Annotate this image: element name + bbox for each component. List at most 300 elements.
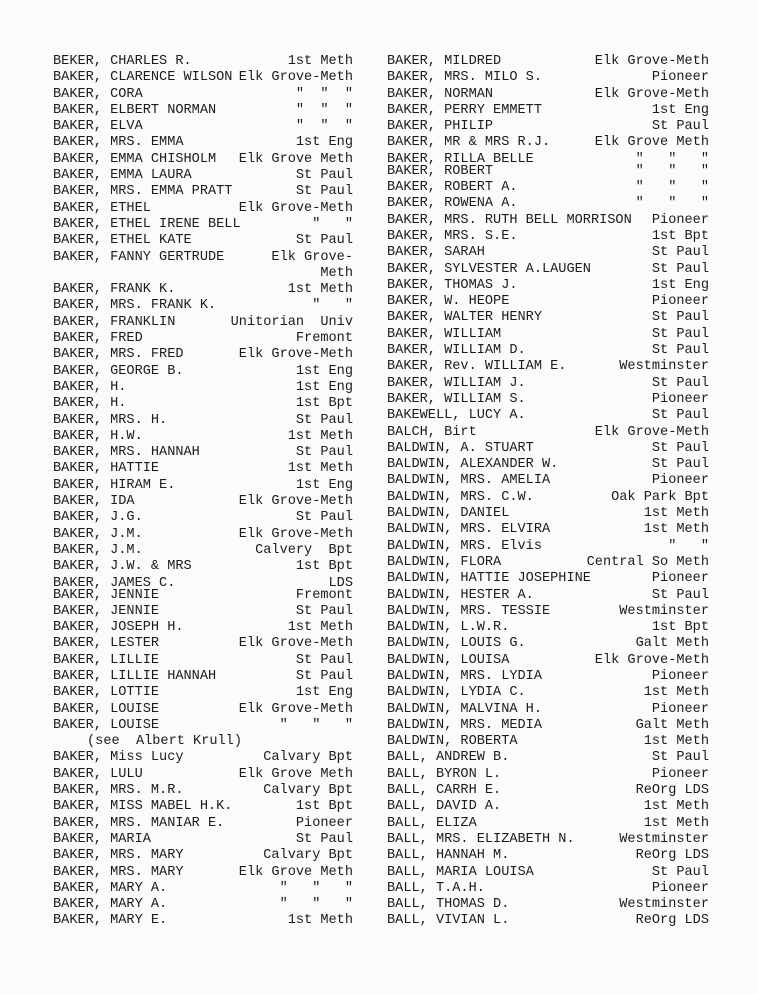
church-name: Fremont <box>295 587 353 603</box>
church-name: 1st Eng <box>295 477 353 493</box>
left-entry <box>53 832 353 848</box>
church-name: Elk Grove-Meth <box>238 70 353 86</box>
person-name: BALDWIN, MRS. TESSIE <box>387 603 551 619</box>
right-entry <box>387 636 709 652</box>
right-entry <box>387 180 709 196</box>
left-entry <box>53 897 353 913</box>
person-name: BAKER, H. <box>53 379 127 395</box>
right-entry <box>387 620 709 636</box>
person-name: BALL, T.A.H. <box>387 880 485 896</box>
left-entry <box>53 429 353 445</box>
right-entry <box>387 734 709 750</box>
person-name: BAKER, MRS. MARY <box>53 848 184 864</box>
left-entry <box>53 233 353 249</box>
church-name: LDS <box>328 575 353 591</box>
person-name: BAKER, MISS MABEL H.K. <box>53 799 233 815</box>
person-name: BAKER, H.W. <box>53 428 143 444</box>
church-name: St Paul <box>651 245 709 261</box>
person-name: BAKER, LOUISE <box>53 701 160 717</box>
person-name: BAKEWELL, LUCY A. <box>387 408 526 424</box>
church-name: Pioneer <box>651 212 709 228</box>
church-name: " " " <box>295 86 353 102</box>
right-entry <box>387 669 709 685</box>
church-name: Calvary Bpt <box>263 750 353 766</box>
church-name: Elk Grove Meth <box>238 864 353 880</box>
person-name: BALDWIN, MRS. C.W. <box>387 489 534 505</box>
person-name: BAKER, MRS. HANNAH <box>53 445 200 461</box>
person-name: BALL, BYRON L. <box>387 766 502 782</box>
person-name: BAKER, WALTER HENRY <box>387 310 542 326</box>
person-name: BAKER, FRANK K. <box>53 282 176 298</box>
left-entry <box>53 413 353 429</box>
church-name: " " " <box>635 163 709 179</box>
church-name: Elk Grove-Meth <box>238 526 353 542</box>
person-name: BALL, CARRH E. <box>387 783 502 799</box>
left-entry <box>53 168 353 184</box>
right-column <box>387 54 709 930</box>
person-name: BAKER, J.M. <box>53 526 143 542</box>
church-name: 1st Bpt <box>651 620 709 636</box>
left-entry <box>53 54 353 70</box>
right-entry <box>387 913 709 929</box>
church-name: 1st Bpt <box>295 396 353 412</box>
right-entry <box>387 392 709 408</box>
left-entry <box>53 217 353 233</box>
person-name: BAKER, LILLIE HANNAH <box>53 668 217 684</box>
right-entry <box>387 832 709 848</box>
church-name: St Paul <box>295 831 353 847</box>
person-name: BAKER, FRANKLIN <box>53 314 176 330</box>
right-entry <box>387 441 709 457</box>
person-name: BALDWIN, LOUIS G. <box>387 636 526 652</box>
person-name: BAKER, CLARENCE WILSON <box>53 70 233 86</box>
person-name: BAKER, SYLVESTER A.LAUGEN <box>387 261 591 277</box>
church-name: 1st Meth <box>287 913 353 929</box>
person-name: BALDWIN, MRS. Elvis <box>387 538 542 554</box>
church-name: Elk Grove-Meth <box>238 636 353 652</box>
person-name: BAKER, WILLIAM <box>387 326 502 342</box>
church-name: St Paul <box>295 445 353 461</box>
church-name: " " " <box>279 897 353 913</box>
person-name: BAKER, ROBERT <box>387 163 494 179</box>
person-name: BALDWIN, L.W.R. <box>387 620 510 636</box>
right-entry <box>387 343 709 359</box>
left-entry <box>53 494 353 510</box>
church-name: 1st Bpt <box>295 799 353 815</box>
church-name: Fremont <box>295 331 353 347</box>
church-name: " " " <box>279 717 353 733</box>
right-entry <box>387 196 709 212</box>
person-name: BAKER, MRS. H. <box>53 412 168 428</box>
person-name: BAKER, MRS. FRED <box>53 347 184 363</box>
church-name: 1st Meth <box>287 461 353 477</box>
right-entry <box>387 685 709 701</box>
person-name: BALDWIN, MALVINA H. <box>387 701 542 717</box>
church-name: Elk Grove-Meth <box>594 54 709 69</box>
person-name: BAKER, ROWENA A. <box>387 196 518 212</box>
church-name: St Paul <box>295 510 353 526</box>
church-name: Elk Grove-Meth <box>594 652 709 668</box>
church-name: Elk Grove-Meth <box>238 200 353 216</box>
church-name: St Paul <box>651 343 709 359</box>
person-name: BAKER, JAMES C. <box>53 575 176 591</box>
person-name: BAKER, MARY A. <box>53 897 168 913</box>
person-name: BAKER, HATTIE <box>53 461 160 477</box>
left-entry <box>53 201 353 217</box>
cross-reference-note: (see Albert Krull) <box>87 734 242 750</box>
church-name: Calvary Bpt <box>263 783 353 799</box>
person-name: BAKER, J.G. <box>53 510 143 526</box>
church-name: 1st Eng <box>651 277 709 293</box>
church-name: St Paul <box>651 864 709 880</box>
left-entry <box>53 445 353 461</box>
person-name: BAKER, ETHEL KATE <box>53 233 192 249</box>
person-name: BAKER, MRS. MANIAR E. <box>53 815 225 831</box>
person-name: BAKER, JENNIE <box>53 587 160 603</box>
right-entry <box>387 70 709 86</box>
left-entry <box>53 250 353 283</box>
church-name: Elk Grove-Meth <box>238 701 353 717</box>
person-name: BALL, THOMAS D. <box>387 897 510 913</box>
church-name: St Paul <box>651 261 709 277</box>
church-name: Calvary Bpt <box>263 848 353 864</box>
church-name: " " " <box>635 196 709 212</box>
left-entry <box>53 298 353 314</box>
left-entry <box>53 702 353 718</box>
right-entry <box>387 588 709 604</box>
church-name: St Paul <box>651 310 709 326</box>
church-name: 1st Meth <box>643 522 709 538</box>
person-name: BAKER, MARY A. <box>53 880 168 896</box>
left-column <box>53 54 353 930</box>
person-name: BAKER, JENNIE <box>53 603 160 619</box>
church-name: St Paul <box>651 326 709 342</box>
person-name: BAKER, PHILIP <box>387 119 494 135</box>
church-name: 1st Bpt <box>651 228 709 244</box>
left-entry <box>53 119 353 135</box>
person-name: BAKER, ETHEL <box>53 200 151 216</box>
person-name: BAKER, MARY E. <box>53 913 168 929</box>
church-name: 1st Meth <box>643 685 709 701</box>
person-name: BAKER, J.M. <box>53 542 143 558</box>
person-name: BAKER, WILLIAM D. <box>387 343 526 359</box>
church-name: 1st Eng <box>295 379 353 395</box>
right-entry <box>387 425 709 441</box>
left-entry <box>53 685 353 701</box>
church-name: St Paul <box>651 375 709 391</box>
left-entry <box>53 816 353 832</box>
left-entry <box>53 669 353 685</box>
person-name: BAKER, LESTER <box>53 636 160 652</box>
church-name: St Paul <box>295 603 353 619</box>
left-entry <box>53 767 353 783</box>
right-entry <box>387 359 709 375</box>
left-entry <box>53 750 353 766</box>
left-entry <box>53 575 353 591</box>
person-name: BAKER, Miss Lucy <box>53 750 184 766</box>
person-name: BAKER, EMMA LAURA <box>53 168 192 184</box>
right-entry <box>387 278 709 294</box>
right-entry <box>387 848 709 864</box>
church-name: St Paul <box>651 457 709 473</box>
person-name: BAKER, ETHEL IRENE BELL <box>53 216 241 232</box>
left-entry <box>53 620 353 636</box>
person-name: BAKER, HIRAM E. <box>53 477 176 493</box>
person-name: BALDWIN, ALEXANDER W. <box>387 457 559 473</box>
person-name: BAKER, MRS. MILO S. <box>387 70 542 86</box>
left-entry <box>53 718 353 734</box>
person-name: BALDWIN, MRS. AMELIA <box>387 473 551 489</box>
right-entry <box>387 506 709 522</box>
person-name: BALL, ANDREW B. <box>387 750 510 766</box>
person-name: BAKER, MRS. FRANK K. <box>53 298 217 314</box>
person-name: BAKER, MRS. S.E. <box>387 228 518 244</box>
right-entry <box>387 376 709 392</box>
right-entry <box>387 865 709 881</box>
left-entry <box>53 282 353 298</box>
right-entry <box>387 457 709 473</box>
left-entry <box>53 734 353 750</box>
church-name: Elk Grove-Meth <box>594 86 709 102</box>
person-name: BALDWIN, LOUISA <box>387 652 510 668</box>
church-name: 1st Eng <box>651 102 709 118</box>
right-entry <box>387 213 709 229</box>
left-entry <box>53 865 353 881</box>
church-name: 1st Eng <box>295 135 353 151</box>
person-name: BALDWIN, MRS. MEDIA <box>387 717 542 733</box>
church-name: Pioneer <box>651 701 709 717</box>
left-entry <box>53 152 353 168</box>
person-name: BEKER, CHARLES R. <box>53 54 192 69</box>
church-name: St Paul <box>651 587 709 603</box>
person-name: BALL, VIVIAN L. <box>387 913 510 929</box>
left-entry <box>53 653 353 669</box>
person-name: BALDWIN, HESTER A. <box>387 587 534 603</box>
right-entry <box>387 229 709 245</box>
left-entry <box>53 588 353 604</box>
person-name: BAKER, RILLA BELLE <box>387 151 534 167</box>
church-name: Westminster <box>619 897 709 913</box>
person-name: BAKER, W. HEOPE <box>387 294 510 310</box>
church-name: Elk Grove Meth <box>238 151 353 167</box>
right-entry <box>387 245 709 261</box>
church-name: Galt Meth <box>635 717 709 733</box>
left-entry <box>53 347 353 363</box>
church-name: 1st Meth <box>287 428 353 444</box>
church-name: Central So Meth <box>586 554 709 570</box>
church-name: ReOrg LDS <box>635 913 709 929</box>
person-name: BAKER, MRS. MARY <box>53 864 184 880</box>
church-name: 1st Meth <box>287 54 353 69</box>
right-entry <box>387 881 709 897</box>
person-name: BAKER, J.W. & MRS <box>53 559 192 575</box>
left-entry <box>53 461 353 477</box>
left-entry <box>53 87 353 103</box>
church-name: " " " <box>635 151 709 167</box>
person-name: BALDWIN, A. STUART <box>387 440 534 456</box>
right-entry <box>387 490 709 506</box>
church-name: 1st Meth <box>643 734 709 750</box>
church-name: Westminster <box>619 603 709 619</box>
church-name: Pioneer <box>651 70 709 86</box>
person-name: BAKER, THOMAS J. <box>387 277 518 293</box>
left-entry <box>53 559 353 575</box>
right-entry <box>387 310 709 326</box>
person-name: BAKER, LOTTIE <box>53 685 160 701</box>
person-name: BAKER, ELBERT NORMAN <box>53 102 217 118</box>
right-entry <box>387 151 709 167</box>
right-entry <box>387 767 709 783</box>
right-entry <box>387 604 709 620</box>
church-name: Unitorian Univ <box>230 314 353 330</box>
right-entry <box>387 262 709 278</box>
person-name: BAKER, LOUISE <box>53 717 160 733</box>
church-name: 1st Meth <box>643 799 709 815</box>
church-name: Elk Grove-Meth <box>238 347 353 363</box>
church-name: Pioneer <box>651 880 709 896</box>
right-entry <box>387 653 709 669</box>
church-name: St Paul <box>651 119 709 135</box>
right-entry <box>387 294 709 310</box>
left-entry <box>53 783 353 799</box>
right-entry <box>387 897 709 913</box>
person-name: BAKER, MARIA <box>53 831 151 847</box>
person-name: BALL, MARIA LOUISA <box>387 864 534 880</box>
right-entry <box>387 816 709 832</box>
church-name: Elk Grove Meth <box>594 135 709 151</box>
church-name: " " " <box>635 180 709 196</box>
right-entry <box>387 539 709 555</box>
person-name: BALL, DAVID A. <box>387 799 502 815</box>
church-name: Galt Meth <box>635 636 709 652</box>
left-entry <box>53 604 353 620</box>
person-name: BAKER, JOSEPH H. <box>53 620 184 636</box>
church-name: St Paul <box>295 168 353 184</box>
church-name: " " <box>312 216 353 232</box>
person-name: BAKER, IDA <box>53 494 135 510</box>
person-name: BAKER, LILLIE <box>53 652 160 668</box>
church-name: ReOrg LDS <box>635 783 709 799</box>
right-entry <box>387 408 709 424</box>
person-name: BAKER, LULU <box>53 766 143 782</box>
person-name: BAKER, MRS. EMMA <box>53 135 184 151</box>
church-name: Elk Grove-Meth <box>594 424 709 440</box>
left-entry <box>53 396 353 412</box>
left-entry <box>53 380 353 396</box>
church-name: Pioneer <box>651 294 709 310</box>
church-name: St Paul <box>295 412 353 428</box>
church-name: Pioneer <box>651 473 709 489</box>
church-name: Westminster <box>619 831 709 847</box>
person-name: BAKER, H. <box>53 396 127 412</box>
church-name: 1st Eng <box>295 685 353 701</box>
person-name: BALL, MRS. ELIZABETH N. <box>387 831 575 847</box>
right-entry <box>387 54 709 70</box>
right-entry <box>387 87 709 103</box>
right-entry <box>387 799 709 815</box>
person-name: BALCH, Birt <box>387 424 477 440</box>
person-name: BALDWIN, FLORA <box>387 554 502 570</box>
church-name: St Paul <box>295 233 353 249</box>
church-name: St Paul <box>651 750 709 766</box>
right-entry <box>387 718 709 734</box>
church-name: Oak Park Bpt <box>611 489 709 505</box>
left-entry <box>53 510 353 526</box>
person-name: BAKER, FRED <box>53 331 143 347</box>
left-entry <box>53 848 353 864</box>
church-name: Pioneer <box>295 815 353 831</box>
right-entry <box>387 119 709 135</box>
church-name: " " <box>312 298 353 314</box>
left-entry <box>53 799 353 815</box>
church-name: ReOrg LDS <box>635 848 709 864</box>
church-name: 1st Meth <box>287 620 353 636</box>
church-name: 1st Meth <box>287 282 353 298</box>
church-name: St Paul <box>295 184 353 200</box>
person-name: BAKER, SARAH <box>387 245 485 261</box>
right-entry <box>387 135 709 151</box>
church-name: Pioneer <box>651 766 709 782</box>
church-name: St Paul <box>651 440 709 456</box>
right-entry <box>387 522 709 538</box>
left-entry <box>53 315 353 331</box>
left-entry <box>53 636 353 652</box>
person-name: BAKER, CORA <box>53 86 143 102</box>
person-name: BAKER, MR & MRS R.J. <box>387 135 551 151</box>
person-name: BAKER, EMMA CHISHOLM <box>53 151 217 167</box>
person-name: BAKER, ELVA <box>53 119 143 135</box>
person-name: BAKER, MRS. RUTH BELL MORRISON <box>387 212 632 228</box>
person-name: BALDWIN, HATTIE JOSEPHINE <box>387 571 591 587</box>
right-entry <box>387 103 709 119</box>
person-name: BAKER, MRS. M.R. <box>53 783 184 799</box>
left-entry <box>53 331 353 347</box>
right-entry <box>387 571 709 587</box>
church-name: Pioneer <box>651 571 709 587</box>
church-name: " " " <box>295 102 353 118</box>
church-name: Pioneer <box>651 391 709 407</box>
church-name: St Paul <box>295 668 353 684</box>
church-name: Calvery Bpt <box>255 542 353 558</box>
person-name: BALL, ELIZA <box>387 815 477 831</box>
right-entry <box>387 473 709 489</box>
right-entry <box>387 702 709 718</box>
person-name: BAKER, GEORGE B. <box>53 363 184 379</box>
left-entry <box>53 103 353 119</box>
right-entry <box>387 555 709 571</box>
church-name: " " " <box>295 119 353 135</box>
person-name: BAKER, FANNY GERTRUDE <box>53 249 225 265</box>
right-entry <box>387 783 709 799</box>
person-name: BALDWIN, MRS. LYDIA <box>387 668 542 684</box>
person-name: BAKER, MILDRED <box>387 54 502 69</box>
person-name: BALDWIN, ROBERTA <box>387 734 518 750</box>
church-name: 1st Bpt <box>295 559 353 575</box>
church-name: " " <box>668 538 709 554</box>
person-name: BAKER, MRS. EMMA PRATT <box>53 184 233 200</box>
church-name: 1st Meth <box>643 815 709 831</box>
left-entry <box>53 913 353 929</box>
church-name: Elk Grove-Meth <box>271 249 353 281</box>
church-name: Westminster <box>619 359 709 375</box>
left-entry <box>53 543 353 559</box>
right-entry <box>387 750 709 766</box>
person-name: BAKER, Rev. WILLIAM E. <box>387 359 567 375</box>
church-name: Pioneer <box>651 668 709 684</box>
left-entry <box>53 135 353 151</box>
left-entry <box>53 881 353 897</box>
church-name: Elk Grove-Meth <box>238 494 353 510</box>
